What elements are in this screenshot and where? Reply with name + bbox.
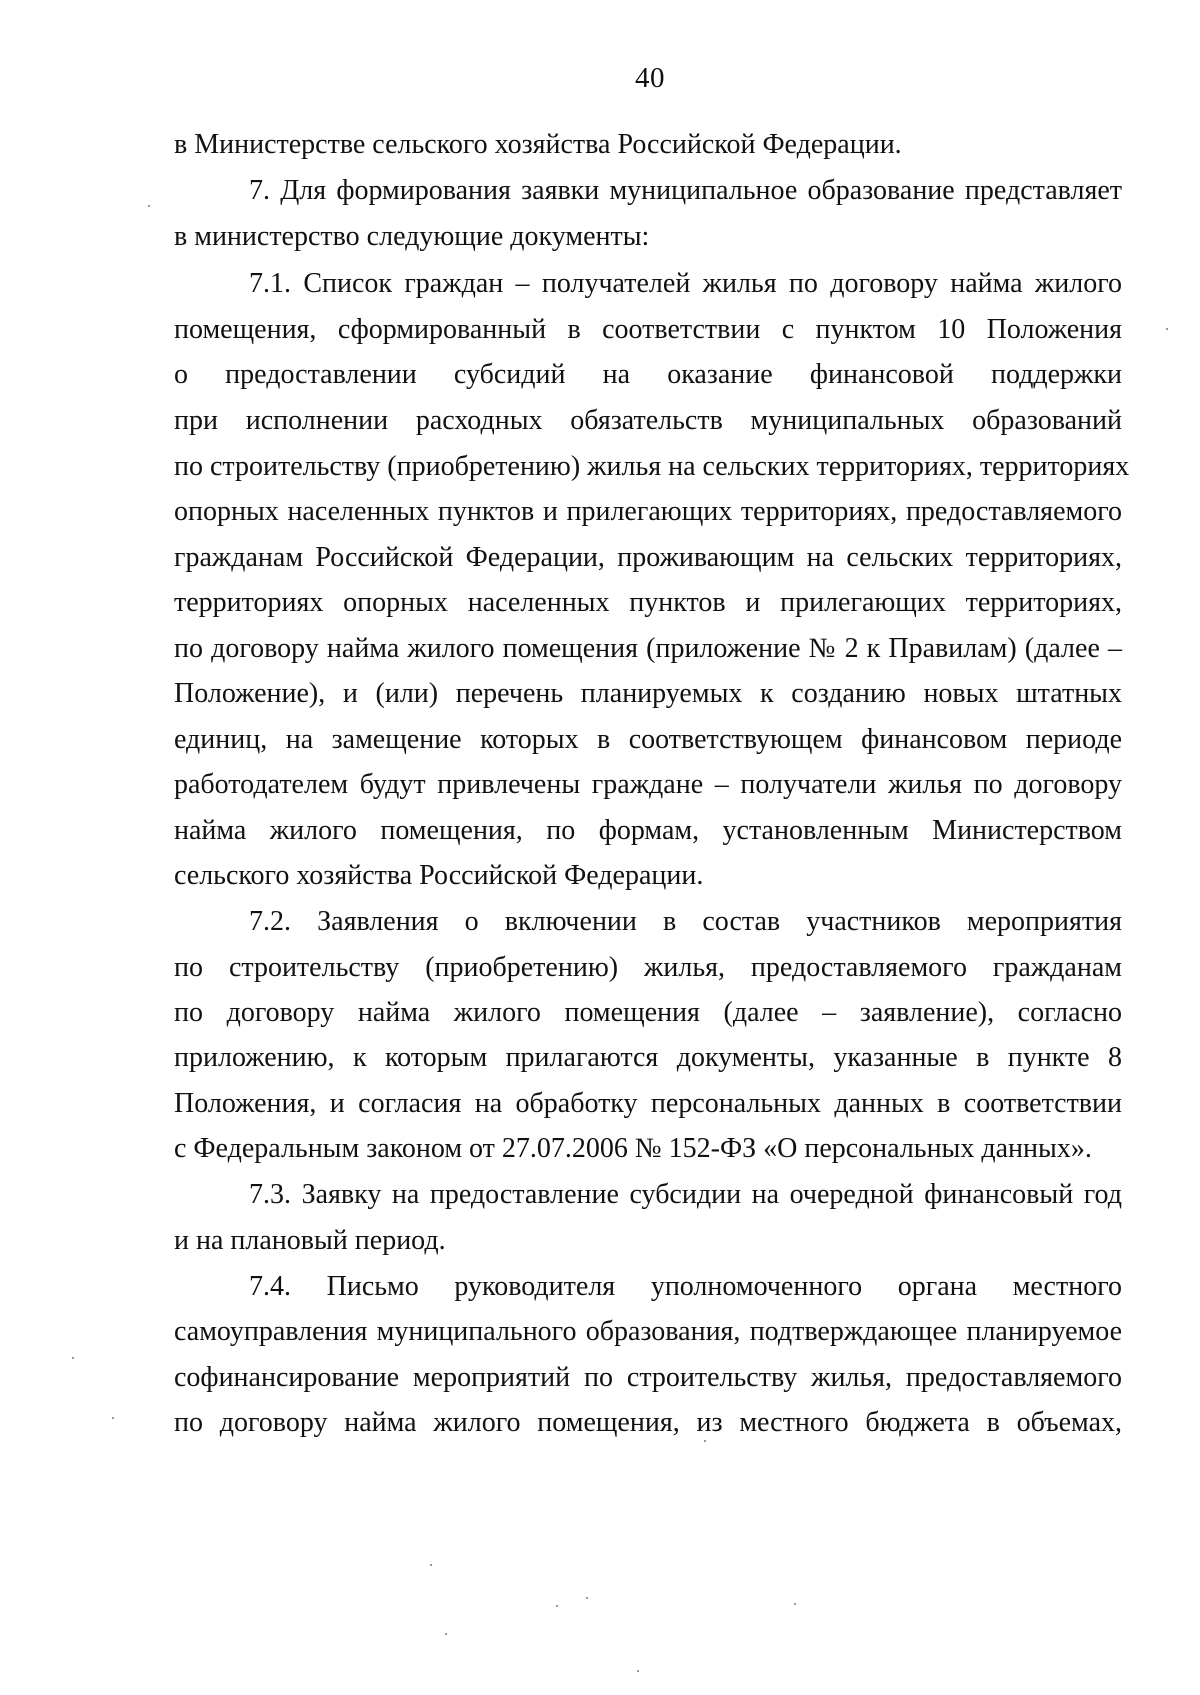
scan-speck xyxy=(586,1597,588,1599)
text-line: 7. Для формирования заявки муниципальное образование представляет xyxy=(249,175,1122,206)
scan-speck xyxy=(794,1603,796,1605)
scan-speck xyxy=(112,1417,114,1419)
text-line: в министерство следующие документы: xyxy=(174,221,650,252)
scan-speck xyxy=(637,1670,639,1672)
text-line: территориях опорных населенных пунктов и прилегающих территориях, xyxy=(174,587,1122,618)
text-line: единиц, на замещение которых в соответствующем финансовом периоде xyxy=(174,724,1122,755)
scan-speck xyxy=(430,1564,432,1566)
text-line: 7.1. Список граждан – получателей жилья по договору найма жилого xyxy=(249,268,1122,299)
scan-speck xyxy=(704,1440,706,1442)
text-line: сельского хозяйства Российской Федерации. xyxy=(174,860,704,891)
text-line: и на плановый период. xyxy=(174,1225,446,1256)
scan-speck xyxy=(1166,328,1168,330)
text-line: Положения, и согласия на обработку персональных данных в соответствии xyxy=(174,1088,1122,1119)
text-line: 7.3. Заявку на предоставление субсидии на очередной финансовый год xyxy=(249,1179,1122,1210)
text-line: приложению, к которым прилагаются документы, указанные в пункте 8 xyxy=(174,1042,1122,1073)
text-line: по строительству (приобретению) жилья, предоставляемого гражданам xyxy=(174,952,1122,983)
text-line: работодателем будут привлечены граждане – получатели жилья по договору xyxy=(174,769,1122,800)
text-line: по договору найма жилого помещения (приложение № 2 к Правилам) (далее – xyxy=(174,633,1122,664)
text-line: софинансирование мероприятий по строительству жилья, предоставляемого xyxy=(174,1362,1122,1393)
scan-speck xyxy=(72,1357,74,1359)
scan-speck xyxy=(445,1633,447,1635)
text-line: найма жилого помещения, по формам, установленным Министерством xyxy=(174,815,1122,846)
scan-speck xyxy=(148,205,150,207)
page-number: 40 xyxy=(635,62,665,94)
text-line: Положение), и (или) перечень планируемых к созданию новых штатных xyxy=(174,678,1122,709)
text-line: при исполнении расходных обязательств муниципальных образований xyxy=(174,405,1122,436)
text-line: помещения, сформированный в соответствии с пунктом 10 Положения xyxy=(174,314,1122,345)
text-line: самоуправления муниципального образования, подтверждающее планируемое xyxy=(174,1316,1122,1347)
text-line: гражданам Российской Федерации, проживающим на сельских территориях, xyxy=(174,542,1122,573)
text-line: опорных населенных пунктов и прилегающих территориях, предоставляемого xyxy=(174,496,1122,527)
text-line: по договору найма жилого помещения, из местного бюджета в объемах, xyxy=(174,1407,1122,1438)
text-line: с Федеральным законом от 27.07.2006 № 152-ФЗ «О персональных данных». xyxy=(174,1133,1092,1164)
text-line: по договору найма жилого помещения (далее – заявление), согласно xyxy=(174,997,1122,1028)
scan-speck xyxy=(556,1605,558,1607)
text-line: о предоставлении субсидий на оказание финансовой поддержки xyxy=(174,359,1122,390)
text-line: в Министерстве сельского хозяйства Российской Федерации. xyxy=(174,129,902,160)
text-line: 7.4. Письмо руководителя уполномоченного органа местного xyxy=(249,1271,1122,1302)
text-line: по строительству (приобретению) жилья на сельских территориях, территориях xyxy=(174,451,1130,482)
text-line: 7.2. Заявления о включении в состав участников мероприятия xyxy=(249,906,1122,937)
